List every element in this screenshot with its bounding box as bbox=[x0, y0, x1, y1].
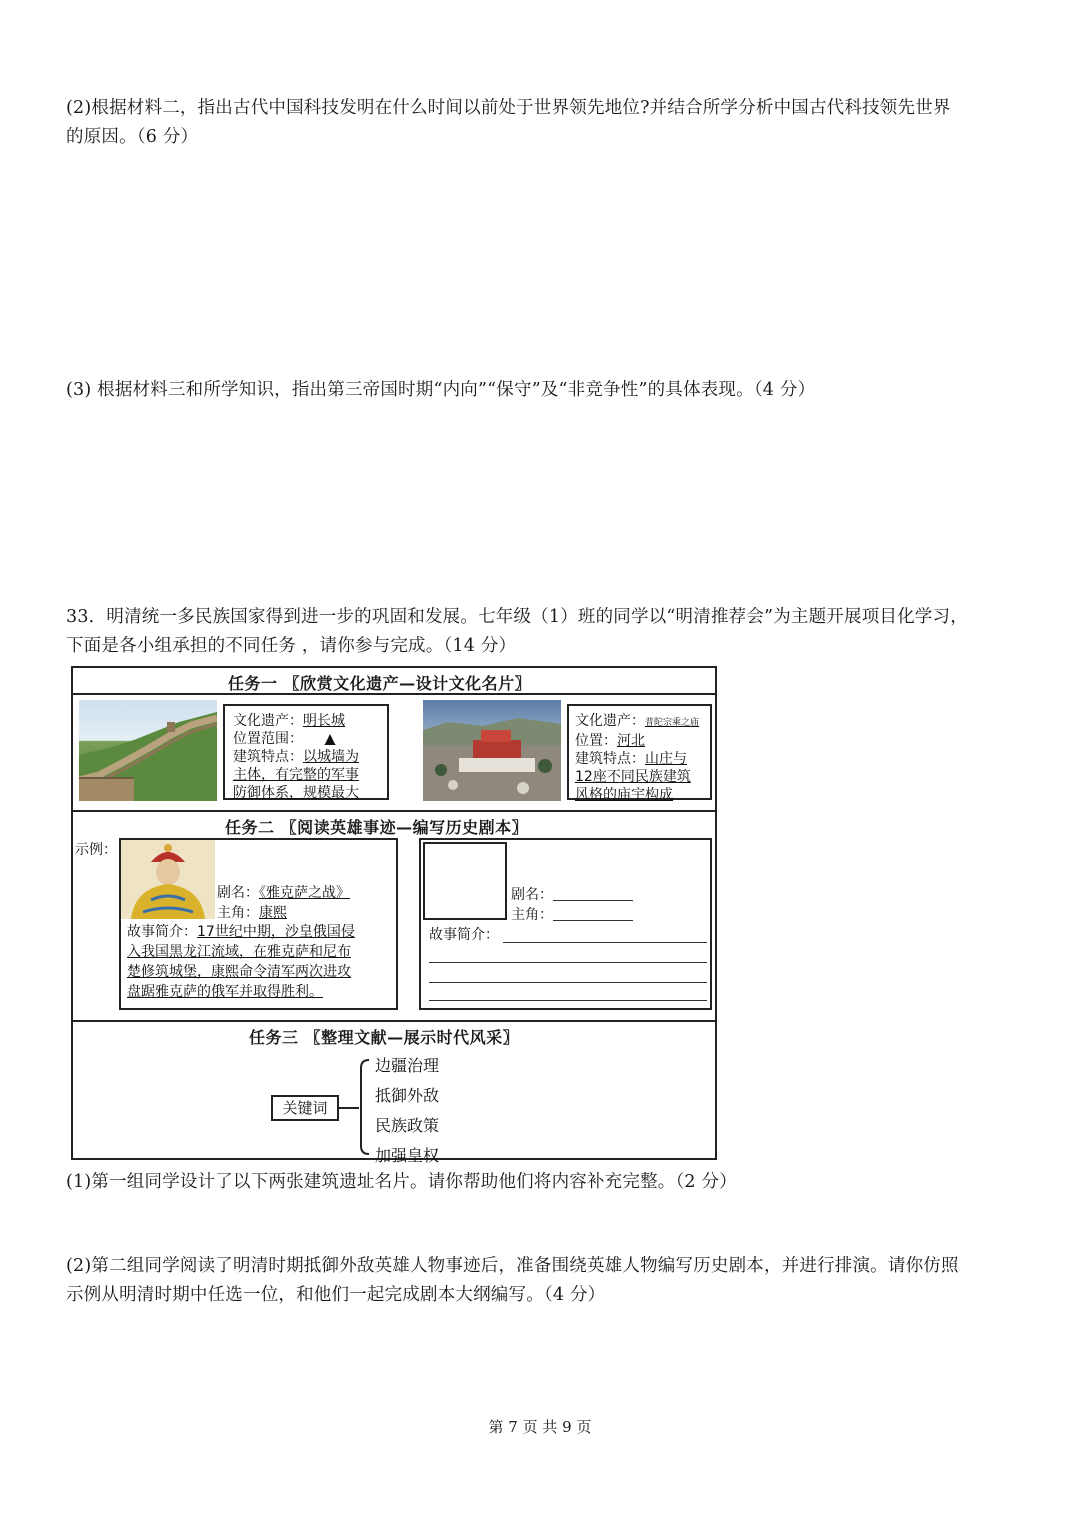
location-label: 位置范围： bbox=[233, 731, 303, 747]
location-value: ▲ bbox=[324, 731, 336, 747]
question-33-2 bbox=[66, 1252, 1016, 1310]
story-answer-line[interactable] bbox=[429, 982, 707, 983]
question-33-2-line1: (2)第二组同学阅读了明清时期抵御外敌英雄人物事迹后，准备围绕英雄人物编写历史剧本，并进行排演。请你仿照 bbox=[66, 1256, 959, 1276]
play-value: 《雅克萨之战》 bbox=[259, 885, 350, 901]
story-line4: 盘踞雅克萨的俄军并取得胜利。 bbox=[127, 984, 323, 1000]
story-answer-line[interactable] bbox=[503, 942, 707, 943]
divider bbox=[73, 810, 715, 812]
card-great-wall bbox=[223, 704, 389, 800]
story-answer-line[interactable] bbox=[429, 962, 707, 963]
location-value: 河北 bbox=[617, 733, 645, 749]
question-33-1 bbox=[66, 1168, 1016, 1197]
feature-label: 建筑特点： bbox=[233, 749, 303, 765]
keyword-label: 关键词 bbox=[282, 1099, 328, 1117]
story-line1: 17世纪中期，沙皇俄国侵 bbox=[197, 924, 355, 940]
heritage-label: 文化遗产： bbox=[575, 713, 645, 729]
play-label: 剧名： bbox=[511, 887, 553, 903]
story-line2: 入我国黑龙江流域，在雅克萨和尼布 bbox=[127, 944, 351, 960]
keyword-item: 边疆治理 bbox=[375, 1056, 440, 1075]
great-wall-photo bbox=[79, 700, 217, 801]
page-footer: 第 7 页 共 9 页 bbox=[488, 1418, 592, 1436]
example-label: 示例： bbox=[75, 842, 117, 858]
task2-header: 任务二 〖阅读英雄事迹—编写历史剧本〗 bbox=[225, 818, 529, 837]
temple-photo bbox=[423, 700, 561, 801]
question-33-line2: 下面是各小组承担的不同任务 ，请你参与完成。（14 分） bbox=[66, 636, 517, 656]
blank-script-card bbox=[419, 838, 712, 1010]
keyword-box bbox=[271, 1095, 339, 1121]
keyword-item: 民族政策 bbox=[375, 1116, 440, 1135]
question-33-line1: 33．明清统一多民族国家得到进一步的巩固和发展。七年级（1）班的同学以“明清推荐会”为主题开展项目化学习， bbox=[66, 607, 968, 627]
feature-line3: 风格的庙宇构成 bbox=[575, 787, 673, 803]
question-3 bbox=[66, 376, 1016, 405]
play-answer-line[interactable] bbox=[553, 900, 633, 901]
question-2 bbox=[66, 94, 1016, 152]
keyword-list bbox=[375, 1051, 439, 1171]
question-33-2-line2: 示例从明清时期中任选一位，和他们一起完成剧本大纲编写。（4 分） bbox=[66, 1285, 606, 1305]
divider bbox=[73, 1020, 715, 1022]
heritage-label: 文化遗产： bbox=[233, 713, 303, 729]
feature-line1: 山庄与 bbox=[645, 751, 687, 767]
heritage-value: 明长城 bbox=[303, 713, 345, 729]
question-33 bbox=[66, 603, 1016, 661]
feature-line3: 防御体系，规模最大 bbox=[233, 785, 359, 801]
heritage-value: 普陀宗乘之庙 bbox=[645, 718, 700, 728]
example-script-card bbox=[119, 838, 398, 1010]
bracket-connector bbox=[339, 1048, 379, 1158]
role-value: 康熙 bbox=[259, 905, 287, 921]
story-label: 故事简介： bbox=[127, 924, 197, 940]
question-3-line1: (3) 根据材料三和所学知识，指出第三帝国时期“内向”“保守”及“非竞争性”的具体表现。（4 分） bbox=[66, 380, 816, 400]
card-temple bbox=[567, 704, 712, 803]
feature-label: 建筑特点： bbox=[575, 751, 645, 767]
feature-line2: 主体，有完整的军事 bbox=[233, 767, 359, 783]
question-2-line1: (2)根据材料二，指出古代中国科技发明在什么时间以前处于世界领先地位?并结合所学分析中国古代科技领先世界 bbox=[66, 98, 951, 118]
story-label: 故事简介： bbox=[429, 927, 499, 943]
divider bbox=[73, 693, 715, 695]
role-label: 主角： bbox=[511, 907, 553, 923]
feature-line2: 12座不同民族建筑 bbox=[575, 769, 691, 785]
role-label: 主角： bbox=[217, 905, 259, 921]
kangxi-portrait bbox=[121, 840, 215, 919]
role-answer-line[interactable] bbox=[553, 920, 633, 921]
question-33-1-line1: (1)第一组同学设计了以下两张建筑遗址名片。请你帮助他们将内容补充完整。（2 分） bbox=[66, 1172, 737, 1192]
portrait-placeholder[interactable] bbox=[423, 842, 507, 920]
keyword-item: 抵御外敌 bbox=[375, 1086, 440, 1105]
keyword-item: 加强皇权 bbox=[375, 1146, 440, 1165]
story-answer-line[interactable] bbox=[429, 1000, 707, 1001]
task-table bbox=[71, 666, 717, 1165]
task1-header: 任务一 〖欣赏文化遗产—设计文化名片〗 bbox=[228, 674, 532, 693]
play-label: 剧名： bbox=[217, 885, 259, 901]
feature-line1: 以城墙为 bbox=[303, 749, 359, 765]
task3-header: 任务三 〖整理文献—展示时代风采〗 bbox=[249, 1028, 520, 1047]
question-2-line2: 的原因。（6 分） bbox=[66, 127, 199, 147]
story-line3: 楚修筑城堡，康熙命令清军两次进攻 bbox=[127, 964, 351, 980]
location-label: 位置： bbox=[575, 733, 617, 749]
